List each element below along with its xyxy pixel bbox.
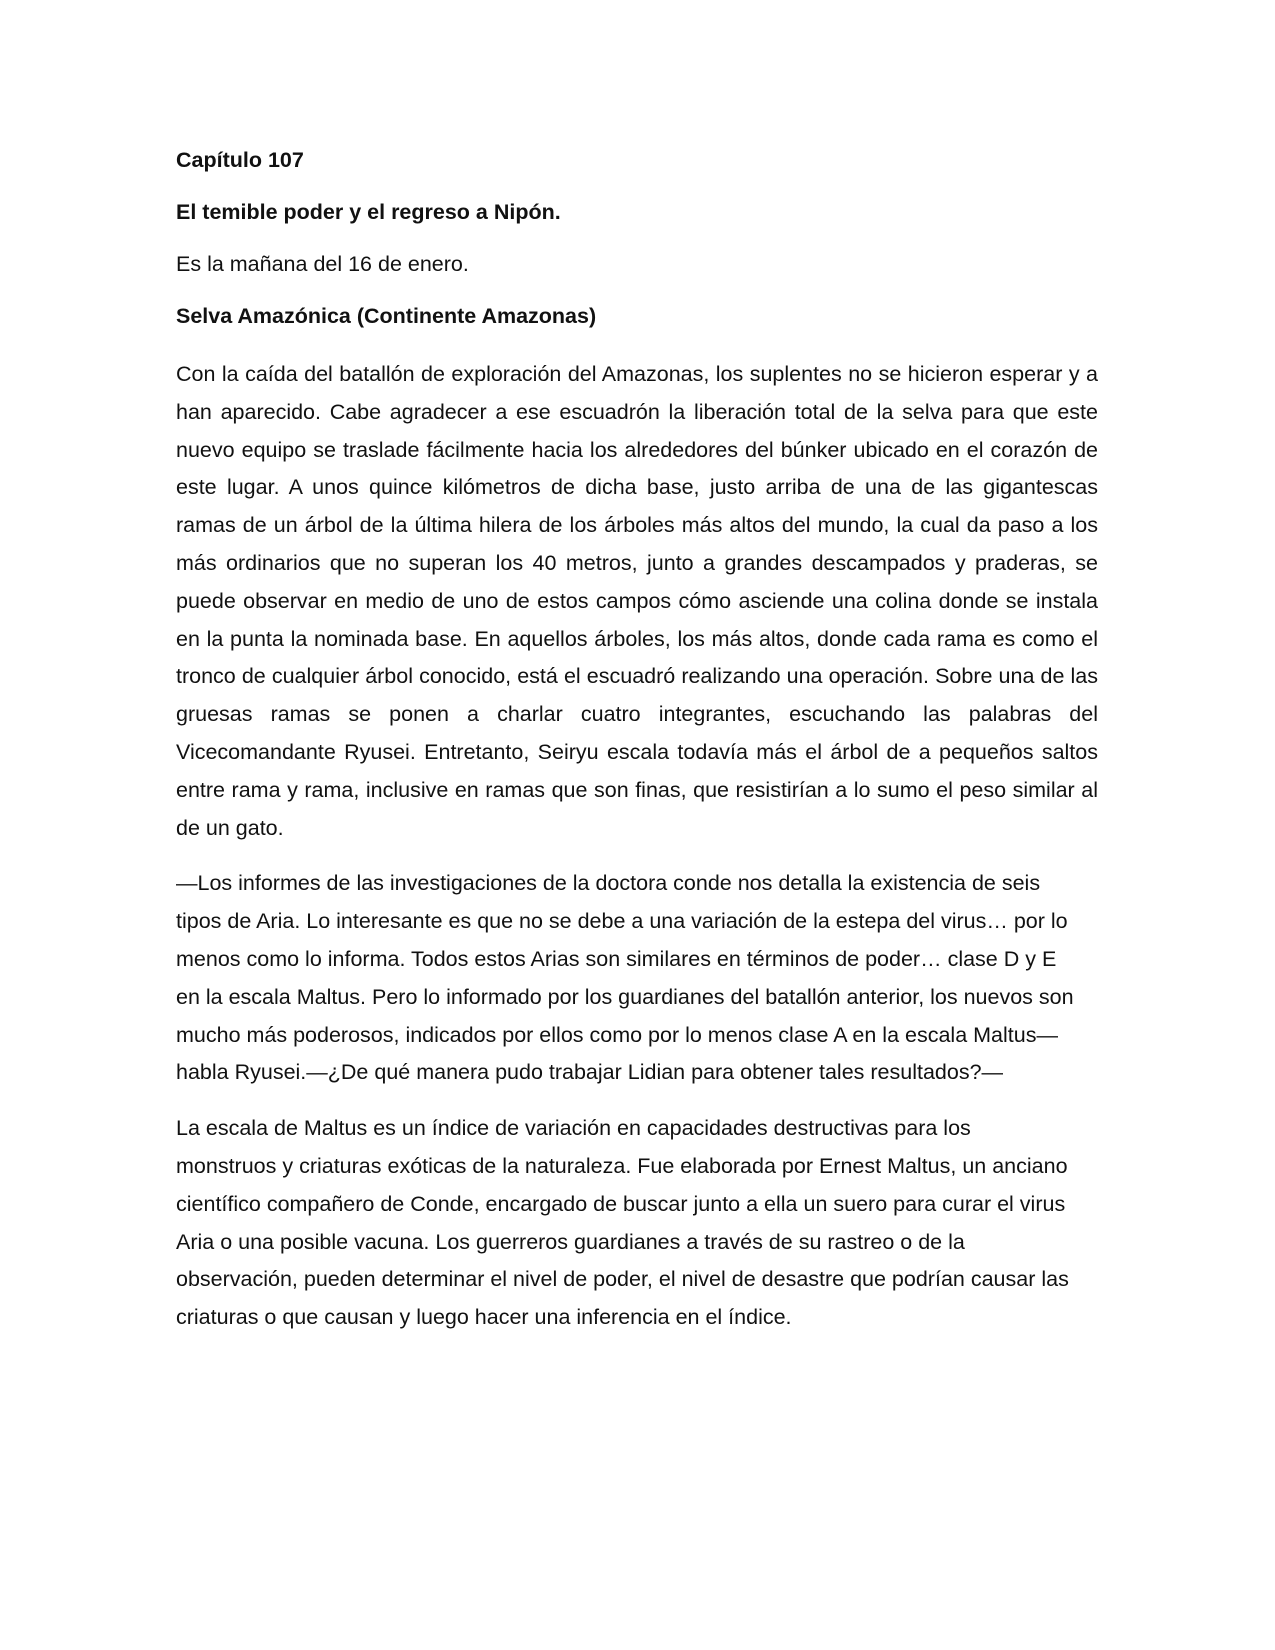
paragraph-maltus-scale: La escala de Maltus es un índice de variación en capacidades destructivas para los monstruos y criaturas exóticas de la naturaleza. Fue elaborada por Ernest Maltus, un anciano científico compañero de Conde, encargado de buscar junto a ella un suero para curar el virus Aria o una posible vacuna. Los guerreros guardianes a través de su rastreo o de la observación, pueden determinar el nivel de poder, el nivel de desastre que podrían causar las criaturas o que causan y luego hacer una inferencia en el índice. [176,1116,1069,1330]
paragraph-narrative: Con la caída del batallón de exploración del Amazonas, los suplentes no se hicieron esperar y a han aparecido. Cabe agradecer a ese escuadrón la liberación total de la selva para que este nuevo equipo se traslade fácilmente hacia los alrededores del búnker ubicado en el corazón de este lugar. A unos quince kilómetros de dicha base, justo arriba de una de las gigantescas ramas de un árbol de la última hilera de los árboles más altos del mundo, la cual da paso a los más ordinarios que no superan los 40 metros, junto a grandes descampados y praderas, se puede observar en medio de uno de estos campos cómo asciende una colina donde se instala en la punta la nominada base. En aquellos árboles, los más altos, donde cada rama es como el tronco de cualquier árbol conocido, está el escuadró realizando una operación. Sobre una de las gruesas ramas se ponen a charlar cuatro integrantes, escuchando las palabras del Vicecomandante Ryusei. Entretanto, Seiryu escala todavía más el árbol de a pequeños saltos entre rama y rama, inclusive en ramas que son finas, que resistirían a lo sumo el peso similar al de un gato. [176,362,1098,840]
page-content [176,146,1098,1355]
date-line: Es la mañana del 16 de enero. [176,252,469,276]
location-heading: Selva Amazónica (Continente Amazonas) [176,304,597,328]
chapter-number: Capítulo 107 [176,148,304,172]
chapter-title: El temible poder y el regreso a Nipón. [176,200,561,224]
paragraph-dialogue: —Los informes de las investigaciones de la doctora conde nos detalla la existencia de seis tipos de Aria. Lo interesante es que no se debe a una variación de la estepa del virus… por lo menos como lo informa. Todos estos Arias son similares en términos de poder… clase D y E en la escala Maltus. Pero lo informado por los guardianes del batallón anterior, los nuevos son mucho más poderosos, indicados por ellos como por lo menos clase A en la escala Maltus—habla Ryusei.—¿De qué manera pudo trabajar Lidian para obtener tales resultados?— [176,871,1074,1085]
